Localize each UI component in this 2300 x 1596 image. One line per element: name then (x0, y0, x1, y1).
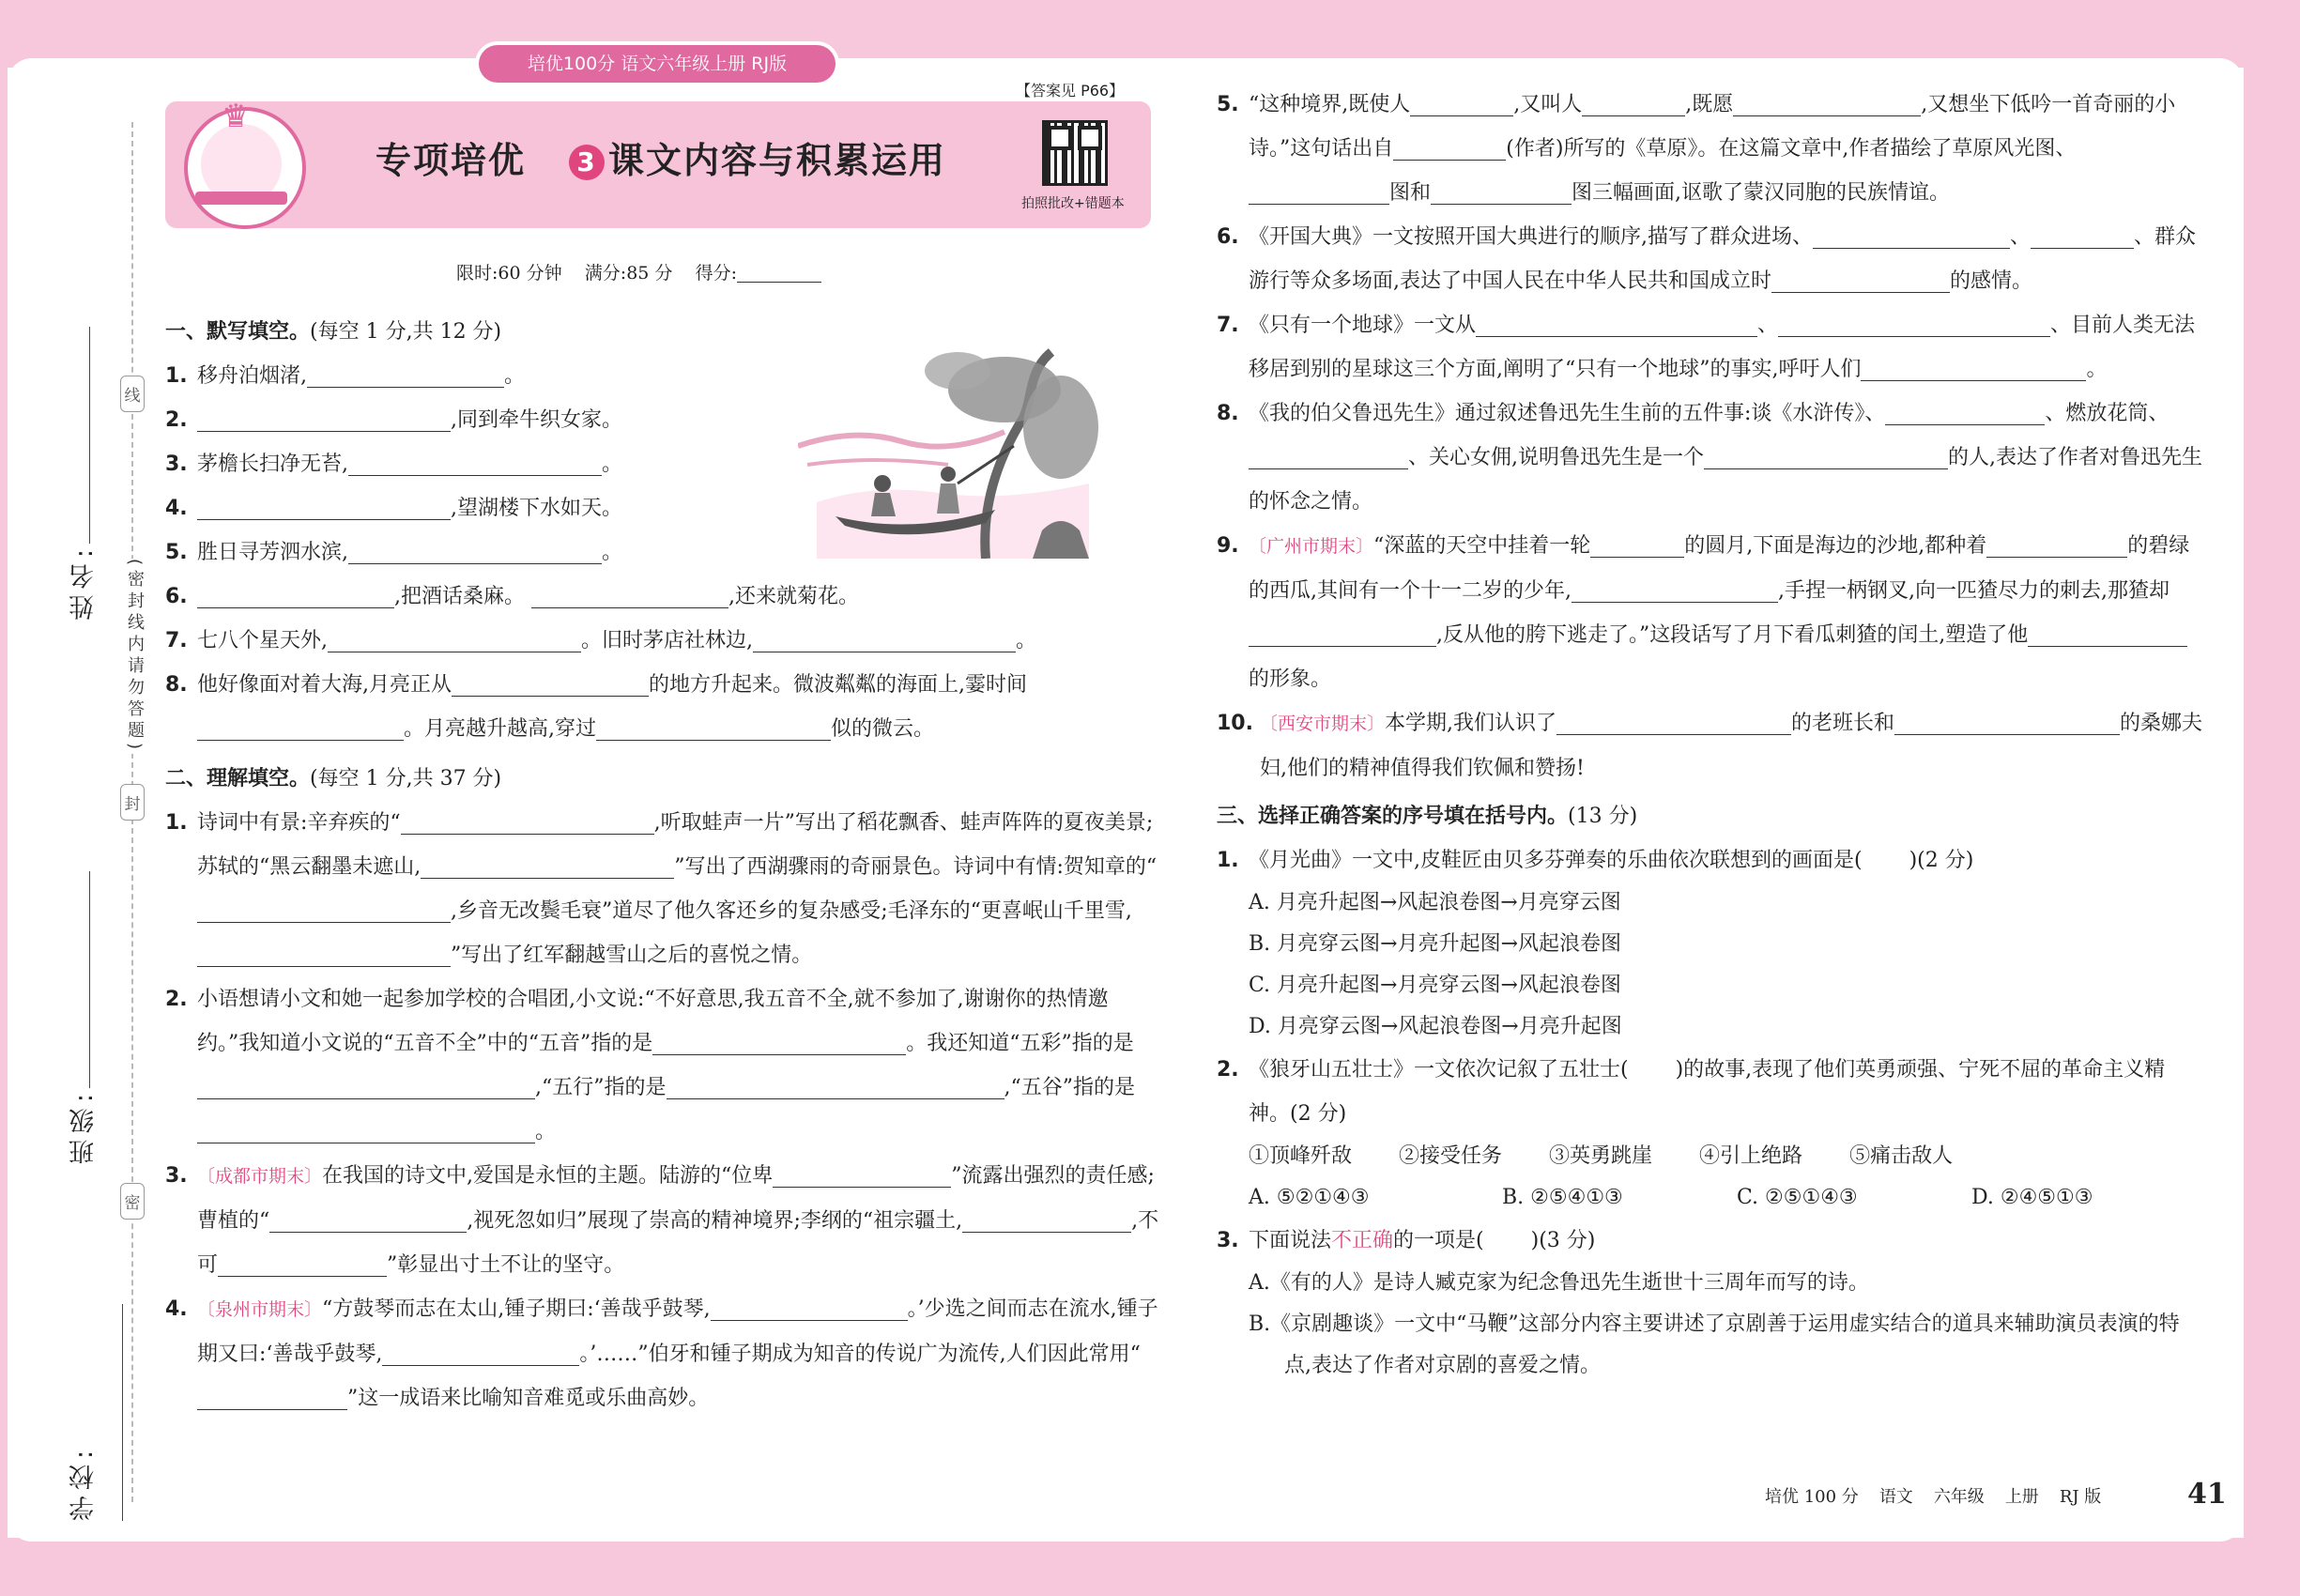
page-footer (1765, 1483, 2122, 1508)
answer-blank[interactable] (197, 1385, 347, 1410)
answer-blank[interactable] (452, 671, 649, 697)
s1-item-3: 3. 茅檐长扫净无苔, 。 (165, 453, 623, 476)
page-title: 专项培优 3 课文内容与积累运用 (376, 140, 947, 181)
answer-blank[interactable] (711, 1296, 908, 1321)
left-column (165, 310, 1160, 1420)
answer-blank[interactable] (962, 1207, 1131, 1233)
answer-blank[interactable] (218, 1251, 387, 1277)
score-label: 得分: (695, 263, 737, 284)
s3-question-1: 1. 《月光曲》一文中,皮鞋匠由贝多芬弹奏的乐曲依次联想到的画面是( )(2 分) (1217, 849, 1974, 872)
option-a[interactable]: A. ⑤②①④③ (1249, 1186, 1370, 1209)
s2-item-10: 10. 〔西安市期末〕本学期,我们认识了 的老班长和 的桑娜夫妇,他们的精神值得我们钦佩和赞扬! (1217, 712, 2203, 780)
time-limit: 限时:60 分钟 (456, 263, 562, 284)
page-frame-bottom (0, 1538, 2300, 1596)
s1-item-4: 4. ,望湖楼下水如天。 (165, 497, 622, 520)
s3-q2-events (1217, 1136, 2206, 1219)
footer-subject: 语文 (1878, 1487, 1913, 1507)
answer-blank[interactable] (667, 1074, 1004, 1099)
source-tag: 〔西安市期末〕 (1260, 714, 1386, 734)
crown-icon: ♛ (222, 98, 251, 135)
answer-blank[interactable] (1704, 444, 1948, 469)
s2-item-2: 2. 小语想请小文和她一起参加学校的合唱团,小文说:“不好意思,我五音不全,就不参加了,谢谢你的热情邀约。”我知道小文说的“五音不全”中的“五音”指的是 。我还知道“五彩”指的是,“五行”指的是 ,“五谷”指的是。 (165, 988, 1135, 1143)
s2-item-7: 7. 《只有一个地球》一文从 、 、目前人类无法移居到别的星球这三个方面,阐明了“只有一个地球”的事实,呼吁人们 。 (1217, 314, 2196, 381)
answer-blank[interactable] (596, 715, 831, 741)
answer-blank[interactable] (1813, 223, 2010, 249)
s1-item-8: 8. 他好像面对着大海,月亮正从 的地方升起来。微波粼粼的海面上,霎时间。月亮越升越高,穿过 似的微云。 (165, 673, 1027, 741)
school-field (66, 1258, 131, 1521)
answer-blank[interactable] (1572, 577, 1778, 603)
seal-note: (密封线内请勿答题) (122, 559, 146, 754)
right-column (1217, 83, 2206, 1387)
s1-item-7: 7. 七八个星天外, 。旧时茅店社林边, 。 (165, 629, 1037, 652)
source-tag: 〔成都市期末〕 (197, 1166, 323, 1187)
class-blank[interactable] (90, 871, 91, 1088)
answer-blank[interactable] (401, 809, 654, 835)
s2-item-1: 1. 诗词中有景:辛弃疾的“ ,听取蛙声一片”写出了稻花飘香、蛙声阵阵的夏夜美景;苏轼的“黑云翻墨未遮山, ”写出了西湖骤雨的奇丽景色。诗词中有情:贺知章的“,乡音无改鬓毛衰”道尽了他久客还乡的复杂感受;毛泽东的“更喜岷山千里雪,”写出了红军翻越雪山之后的喜悦之情。 (165, 811, 1158, 967)
answer-blank[interactable] (1476, 312, 1757, 337)
school-blank[interactable] (123, 1304, 124, 1521)
page-number: 41 (2187, 1478, 2227, 1511)
seal-seal: 封 (120, 784, 145, 821)
option-c[interactable]: C. ②⑤①④③ (1737, 1186, 1858, 1209)
event-4: ④引上绝路 (1699, 1144, 1803, 1168)
option-a[interactable]: A. 月亮升起图→风起浪卷图→月亮穿云图 (1249, 891, 1621, 914)
s2-item-9: 9. 〔广州市期末〕“深蓝的天空中挂着一轮 的圆月,下面是海边的沙地,都种着 的碧绿的西瓜,其间有一个十一二岁的少年, ,手捏一柄钢叉,向一匹猹尽力的刺去,那猹却,反从他的胯下逃走了。”这段话写了月下看瓜刺猹的闰土,塑造了他的形象。 (1217, 534, 2190, 691)
option-b[interactable]: B. 月亮穿云图→月亮升起图→风起浪卷图 (1249, 932, 1622, 956)
answer-blank[interactable] (1431, 179, 1572, 205)
page-frame-left (0, 0, 8, 1596)
s3-q1-options (1217, 882, 2206, 1048)
option-a[interactable]: A.《有的人》是诗人臧克家为纪念鲁迅先生逝世十三周年而写的诗。 (1249, 1271, 1869, 1295)
answer-reference: 【答案见 P66】 (1016, 82, 1125, 100)
event-3: ③英勇跳崖 (1549, 1144, 1653, 1168)
class-label: 班级: (69, 1088, 99, 1165)
answer-blank[interactable] (269, 1207, 467, 1233)
option-d[interactable]: D. ②④⑤①③ (1971, 1186, 2093, 1209)
answer-blank[interactable] (1249, 622, 1436, 647)
score-blank[interactable] (737, 265, 821, 283)
answer-blank[interactable] (1733, 91, 1921, 116)
s2-item-6: 6. 《开国大典》一文按照开国大典进行的顺序,描写了群众进场、 、 、群众游行等众多场面,表达了中国人民在中华人民共和国成立时 的感情。 (1217, 225, 2197, 293)
page-frame-right (2244, 0, 2300, 1596)
answer-blank[interactable] (1249, 179, 1389, 205)
event-5: ⑤痛击敌人 (1849, 1144, 1954, 1168)
answer-blank[interactable] (1778, 312, 2050, 337)
class-field (66, 864, 102, 1164)
answer-blank[interactable] (2031, 223, 2134, 249)
answer-blank[interactable] (1885, 400, 2045, 425)
answer-blank[interactable] (1410, 91, 1513, 116)
option-b[interactable]: B.《京剧趣谈》一文中“马鞭”这部分内容主要讲述了京剧善于运用虚实结合的道具来辅助演员表演的特点,表达了作者对京剧的喜爱之情。 (1249, 1312, 2180, 1377)
s1-item-6: 6. ,把酒话桑麻。 ,还来就菊花。 (165, 585, 859, 608)
answer-blank[interactable] (753, 627, 1016, 652)
s2-item-8: 8. 《我的伯父鲁迅先生》通过叙述鲁迅先生生前的五件事:谈《水浒传》、 、燃放花筒、、关心女佣,说明鲁迅先生是一个 的人,表达了作者对鲁迅先生的怀念之情。 (1217, 402, 2202, 514)
answer-blank[interactable] (1861, 356, 2086, 381)
name-label: 姓名: (69, 544, 99, 621)
footer-term: 上册 (2004, 1487, 2039, 1507)
answer-blank[interactable] (1771, 268, 1950, 293)
s1-item-2: 2. ,同到牵牛织女家。 (165, 408, 622, 432)
publisher-logo (184, 98, 306, 229)
s3-q3-options (1217, 1263, 2206, 1387)
answer-blank[interactable] (328, 627, 581, 652)
school-label: 学校: (69, 1444, 99, 1521)
answer-blank[interactable] (1393, 135, 1506, 161)
event-2: ②接受任务 (1399, 1144, 1503, 1168)
answer-blank[interactable] (1556, 710, 1791, 735)
answer-blank[interactable] (1582, 91, 1685, 116)
s2-item-3: 3. 〔成都市期末〕在我国的诗文中,爱国是永恒的主题。陆游的“位卑 ”流露出强烈的责任感;曹植的“ ,视死忽如归”展现了崇高的精神境界;李纲的“祖宗疆土, ,不可 ”彰显出寸土不让的坚守。 (165, 1164, 1159, 1277)
section-2-heading: 二、理解填空。(每空 1 分,共 37 分) (165, 767, 502, 790)
footer-grade: 六年级 (1933, 1487, 1985, 1507)
answer-blank[interactable] (531, 583, 728, 608)
exam-meta (456, 259, 821, 284)
answer-blank[interactable] (1894, 710, 2120, 735)
answer-blank[interactable] (421, 853, 674, 879)
answer-blank[interactable] (382, 1341, 579, 1366)
full-score: 满分:85 分 (584, 263, 673, 284)
answer-blank[interactable] (307, 362, 504, 388)
answer-blank[interactable] (1986, 532, 2127, 558)
answer-blank[interactable] (197, 495, 451, 520)
answer-blank[interactable] (197, 715, 404, 741)
answer-blank[interactable] (1590, 532, 1684, 558)
emphasis-not-correct: 不正确 (1331, 1229, 1394, 1252)
s3-question-3: 3. 下面说法不正确的一项是( )(3 分) (1217, 1229, 1596, 1252)
answer-blank[interactable] (197, 1074, 535, 1099)
answer-blank[interactable] (773, 1162, 951, 1188)
s1-item-5: 5. 胜日寻芳泗水滨, 。 (165, 541, 623, 564)
option-b[interactable]: B. ②⑤④①③ (1502, 1186, 1623, 1209)
qr-caption: 拍照批改+错题本 (1021, 196, 1125, 211)
name-blank[interactable] (90, 327, 91, 544)
name-field (66, 319, 102, 620)
section-3-heading: 三、选择正确答案的序号填在括号内。(13 分) (1217, 805, 1638, 828)
source-tag: 〔广州市期末〕 (1249, 536, 1374, 557)
s2-item-4: 4. 〔泉州市期末〕“方鼓琴而志在太山,锺子期曰:‘善哉乎鼓琴, 。’少选之间而志在流水,锺子期又曰:‘善哉乎鼓琴, 。’……”伯牙和锺子期成为知音的传说广为流传,人们因此常用“”这一成语来比喻知音难觅或乐曲高妙。 (165, 1297, 1158, 1410)
answer-blank[interactable] (197, 942, 451, 967)
option-d[interactable]: D. 月亮穿云图→风起浪卷图→月亮升起图 (1249, 1015, 1622, 1038)
source-tag: 〔泉州市期末〕 (197, 1299, 323, 1320)
answer-blank[interactable] (652, 1030, 906, 1055)
qr-code-icon[interactable] (1042, 120, 1108, 186)
option-c[interactable]: C. 月亮升起图→月亮穿云图→风起浪卷图 (1249, 974, 1621, 997)
footer-edition: RJ 版 (2059, 1487, 2102, 1507)
s2-item-5: 5. “这种境界,既使人 ,又叫人 ,既愿 ,又想坐下低吟一首奇丽的小诗。”这句话出自 (作者)所写的《草原》。在这篇文章中,作者描绘了草原风光图、图和 图三幅画面,讴歌了蒙汉同胞的民族情谊。 (1217, 93, 2176, 205)
event-1: ①顶峰歼敌 (1249, 1144, 1353, 1168)
binding-sidebar (28, 113, 145, 1521)
answer-blank[interactable] (197, 583, 394, 608)
answer-blank[interactable] (348, 451, 602, 476)
section-1-heading: 一、默写填空。(每空 1 分,共 12 分) (165, 320, 502, 344)
answer-blank[interactable] (348, 539, 602, 564)
series-tab: 培优100分 语文六年级上册 RJ版 (479, 45, 836, 83)
answer-blank[interactable] (197, 407, 451, 432)
answer-blank[interactable] (2028, 622, 2187, 647)
answer-blank[interactable] (197, 898, 451, 923)
footer-book: 培优 100 分 (1765, 1487, 1859, 1507)
title-number-badge: 3 (569, 145, 605, 180)
seal-secret: 密 (120, 1183, 145, 1220)
answer-blank[interactable] (197, 1118, 535, 1143)
seal-line: 线 (120, 376, 145, 412)
s3-question-2: 2. 《狼牙山五壮士》一文依次记叙了五壮士( )的故事,表现了他们英勇顽强、宁死不屈的革命主义精神。(2 分) (1217, 1058, 2166, 1126)
answer-blank[interactable] (1249, 444, 1408, 469)
s1-item-1: 1. 移舟泊烟渚, 。 (165, 364, 526, 388)
